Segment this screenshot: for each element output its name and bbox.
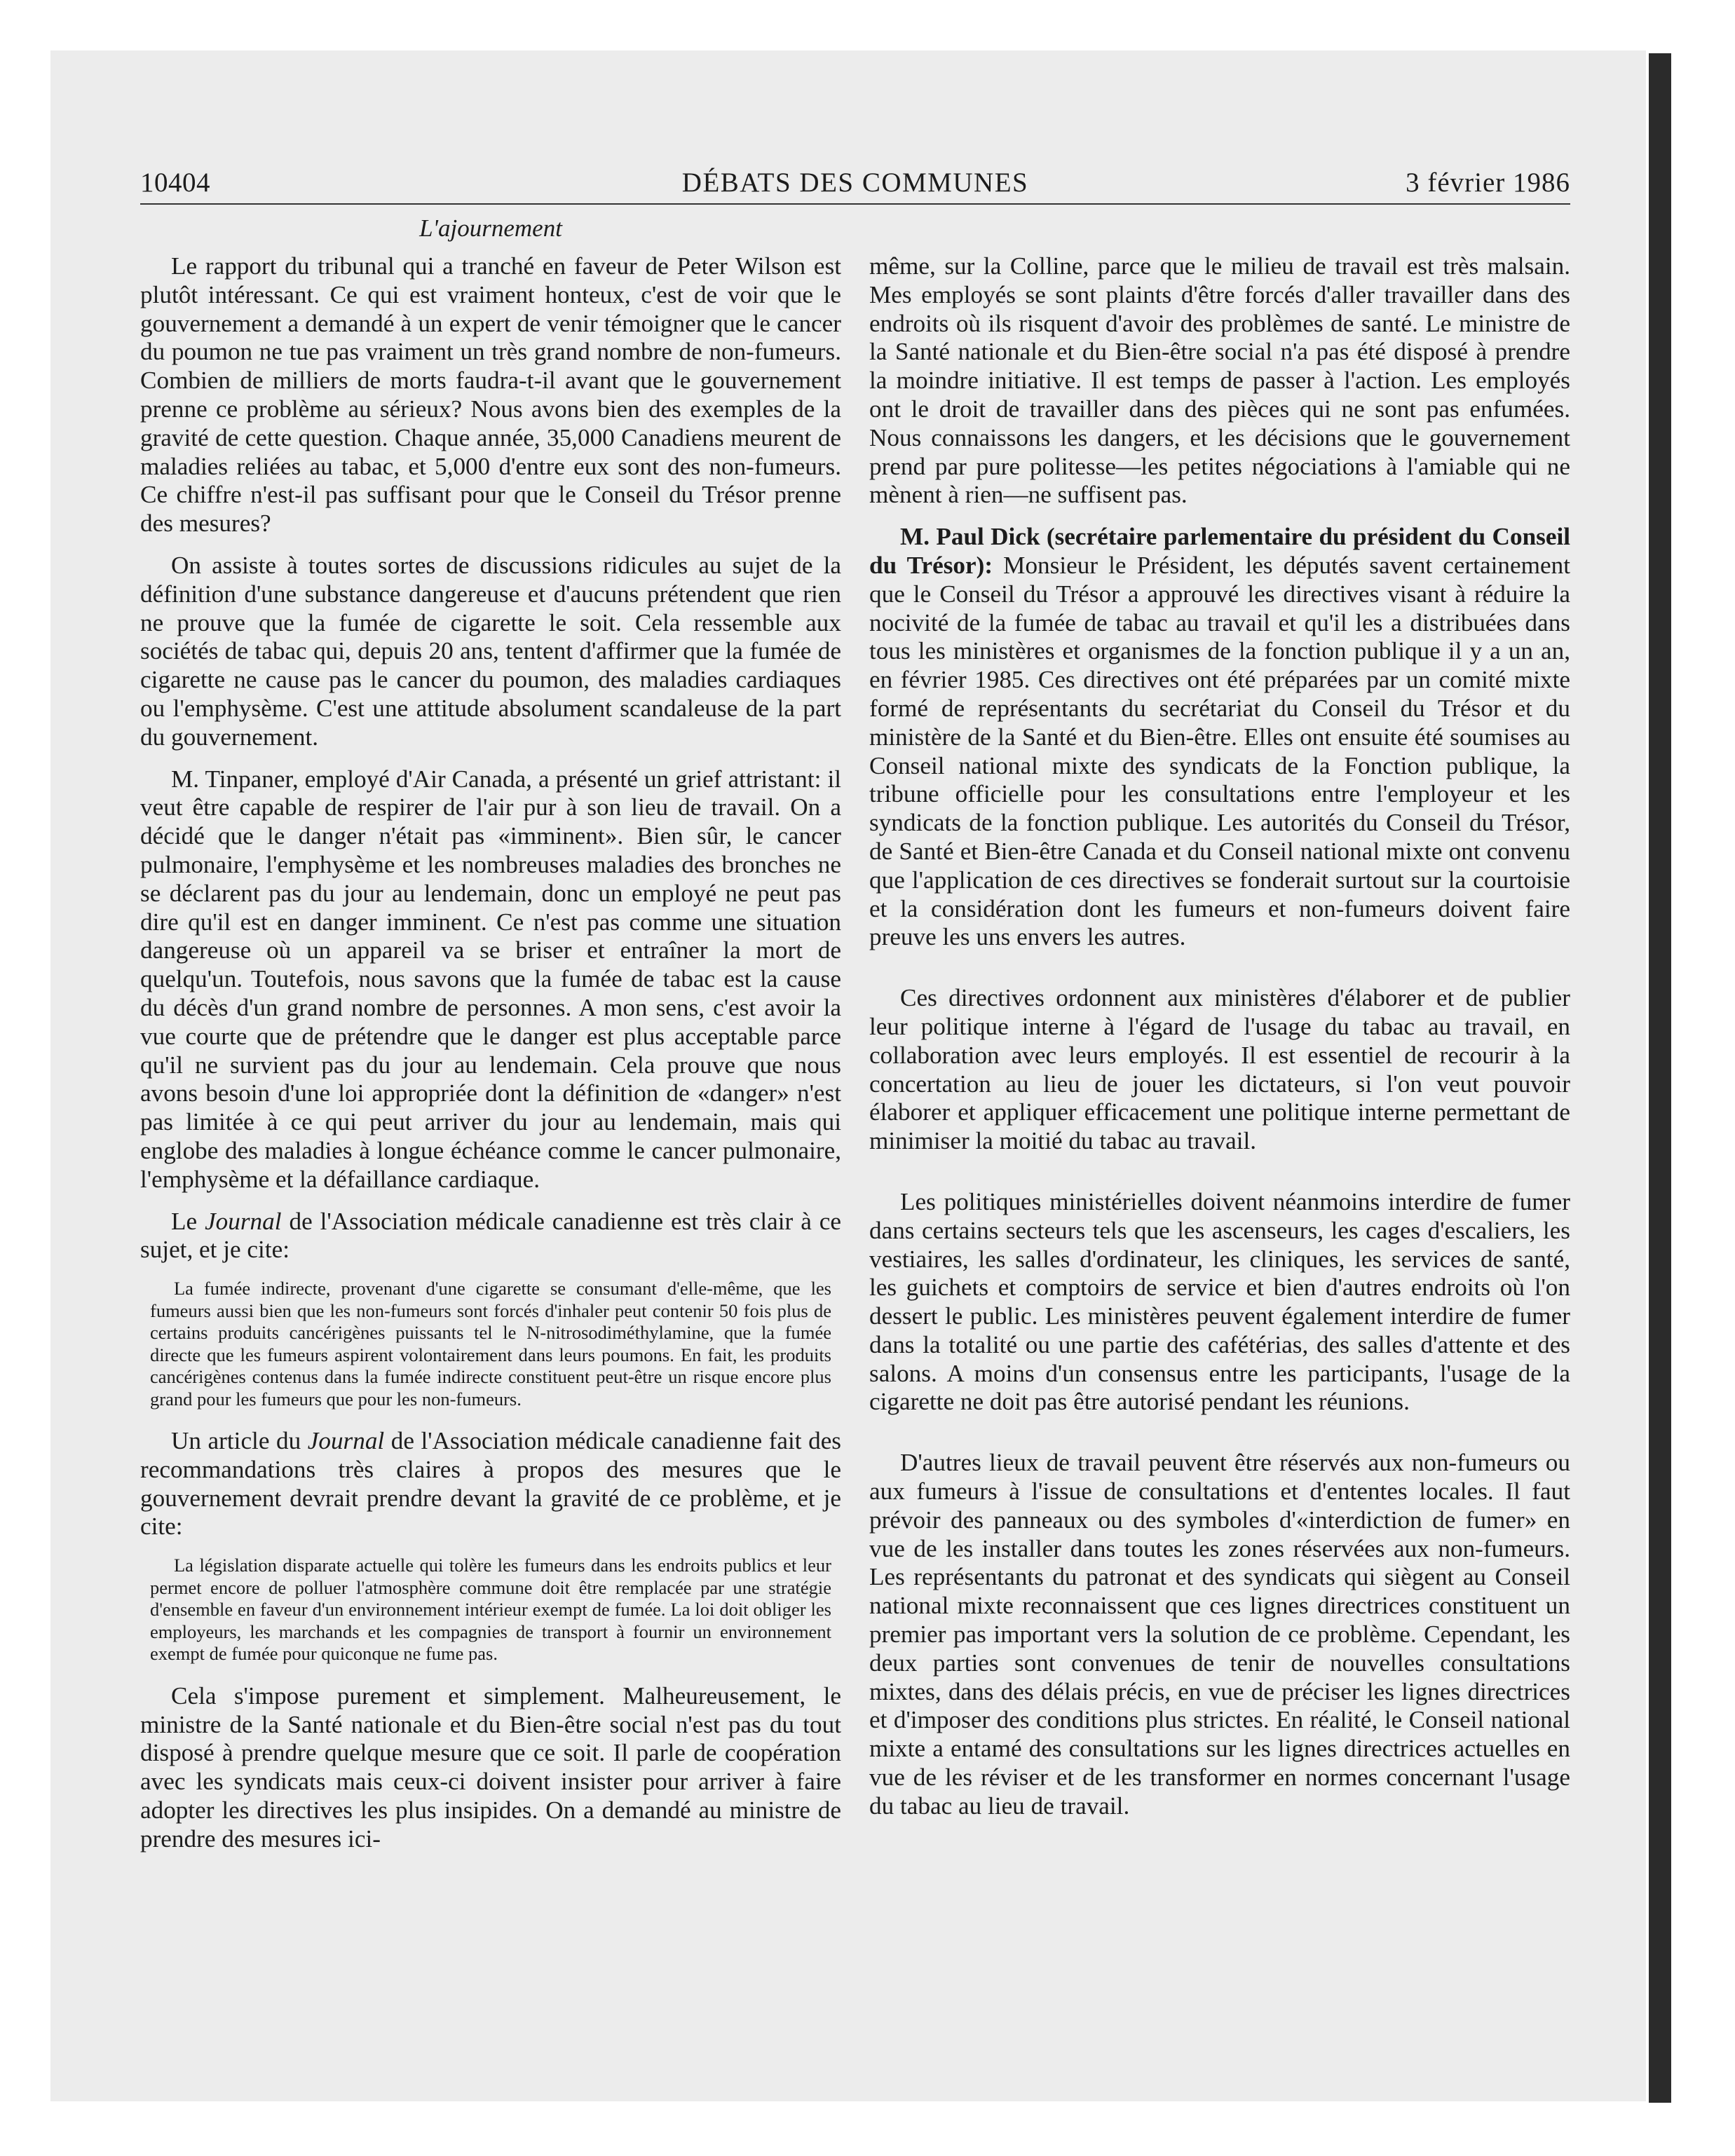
section-title: L'ajournement (419, 214, 562, 242)
speech-paragraph (869, 523, 1570, 952)
page-date: 3 février 1986 (1406, 168, 1570, 198)
paragraph (140, 1427, 841, 1541)
quote-text: La fumée indirecte, provenant d'une cigarette se consumant d'elle-même, que les fumeurs aussi bien que les non-fumeurs sont forcés d'inhaler peut contenir 50 fois plus de certains produits cancérigènes puissants tel le N-nitrosodiméthylamine, que la fumée directe que les fumeurs aspirent volontairement dans leurs poumons. En fait, les produits cancérigènes contenus dans la fumée indirecte constituent peut-être un risque encore plus grand pour les fumeurs que pour les non-fumeurs. (150, 1278, 831, 1410)
paragraph: D'autres lieux de travail peuvent être réservés aux non-fumeurs ou aux fumeurs à l'issue de consultations et d'ententes locales. Il faut prévoir des panneaux ou des symboles d'«interdiction de fumer» en vue de les installer dans toutes les zones réservées aux non-fumeurs. Les représentants du patronat et des syndicats qui siègent au Conseil national mixte reconnaissent que ces lignes directrices constituent un premier pas important vers la solution de ce problème. Cependant, les deux parties sont convenues de tenir de nouvelles consultations mixtes, dans des délais précis, en vue de préciser les lignes directrices et d'imposer des conditions plus strictes. En réalité, le Conseil national mixte a entamé des consultations sur les lignes directrices actuelles en vue de les réviser et de les transformer en normes concernant l'usage du tabac au lieu de travail. (869, 1449, 1570, 1820)
paragraph: Le rapport du tribunal qui a tranché en faveur de Peter Wilson est plutôt intéressant. Ce qui est vraiment honteux, c'est de voir que le gouvernement a demandé à un expert de venir témoigner que le cancer du poumon ne tue pas vraiment un très grand nombre de non-fumeurs. Combien de milliers de morts faudra-t-il avant que le gouvernement prenne ce problème au sérieux? Nous avons bien des exemples de la gravité de cette question. Chaque année, 35,000 Canadiens meurent de maladies reliées au tabac, et 5,000 d'entre eux sont des non-fumeurs. Ce chiffre n'est-il pas suffisant pour que le Conseil du Trésor prenne des mesures? (140, 252, 841, 538)
journal-title: DÉBATS DES COMMUNES (681, 168, 1029, 198)
speaker-name: M. Paul Dick (secrétaire parlementaire du président du Conseil du Trésor): (869, 523, 1570, 579)
scan-edge-bar (1649, 53, 1671, 2103)
right-column (869, 252, 1570, 1834)
text-run: Un article du (171, 1427, 308, 1455)
block-quote (140, 1555, 841, 1665)
paragraph: Cela s'impose purement et simplement. Malheureusement, le ministre de la Santé nationale et du Bien-être social n'est pas du tout disposé à prendre quelque mesure que ce soit. Il parle de coopération avec les syndicats mais ceux-ci doivent insister pour arriver à faire adopter les directives les plus insipides. On a demandé au ministre de prendre des mesures ici- (140, 1681, 841, 1853)
paragraph: On assiste à toutes sortes de discussions ridicules au sujet de la définition d'une substance dangereuse et d'aucuns prétendent que rien ne prouve que la fumée de cigarette le soit. Cela ressemble aux sociétés de tabac qui, depuis 20 ans, tentent d'affirmer que la fumée de cigarette ne cause pas le cancer du poumon, des maladies cardiaques ou l'emphysème. C'est une attitude absolument scandaleuse de la part du gouvernement. (140, 551, 841, 751)
text-run: de l'Association médicale canadienne fait des recommandations très claires à propos des mesures que le gouvernement devrait prendre devant la gravité de ce problème, et je cite: (140, 1427, 842, 1541)
paragraph: Ces directives ordonnent aux ministères d'élaborer et de publier leur politique interne à l'égard de l'usage du tabac au travail, en collaboration avec leurs employés. Il est essentiel de recourir à la concertation au lieu de jouer les dictateurs, si l'on veut pouvoir élaborer et appliquer efficacement une politique interne permettant de minimiser la moitié du tabac au travail. (869, 984, 1570, 1155)
text-run: Le (171, 1207, 205, 1235)
paragraph: Les politiques ministérielles doivent néanmoins interdire de fumer dans certains secteurs tels que les ascenseurs, les cages d'escaliers, les vestiaires, les salles d'ordinateur, les cliniques, les services de santé, les guichets et comptoirs de service et bien d'autres endroits où l'on dessert le public. Les ministères peuvent également interdire de fumer dans la totalité ou une partie des cafétérias, des salles d'attente et des salons. A moins d'un consensus entre les participants, l'usage de la cigarette ne doit pas être autorisé pendant les réunions. (869, 1187, 1570, 1416)
left-column (140, 252, 841, 1867)
text-run: de l'Association médicale canadienne est très clair à ce sujet, et je cite: (140, 1207, 841, 1264)
page-header (140, 167, 1570, 203)
journal-name-italic: Journal (307, 1427, 385, 1455)
block-quote (140, 1278, 841, 1410)
text-run: Monsieur le Président, les députés savent certainement que le Conseil du Trésor a approuvé les directives visant à réduire la nocivité de la fumée de tabac au travail et qu'il les a distribuées dans tous les ministères et organismes de la fonction publique il y a un an, en février 1985. Ces directives ont été préparées par un comité mixte formé de représentants du secrétariat du Conseil du Trésor et du ministère de la Santé et du Bien-être. Elles ont ensuite été soumises au Conseil national mixte des syndicats de la Fonction publique, la tribune officielle pour les consultations entre l'employeur et les syndicats de la fonction publique. Les autorités du Conseil du Trésor, de Santé et Bien-être Canada et du Conseil national mixte ont convenu que l'application de ces directives se fonderait surtout sur la courtoisie et la considération dont les fumeurs et non-fumeurs doivent faire preuve les uns envers les autres. (869, 551, 1570, 951)
journal-name-italic: Journal (205, 1207, 282, 1235)
paragraph: M. Tinpaner, employé d'Air Canada, a présenté un grief attristant: il veut être capable de respirer de l'air pur à son lieu de travail. On a décidé que le danger n'était pas «imminent». Bien sûr, le cancer pulmonaire, l'emphysème et les nombreuses maladies des bronches ne se déclarent pas du jour au lendemain, donc un employé ne peut pas dire qu'il est en danger imminent. Ce n'est pas comme une situation dangereuse où un appareil va se briser et entraîner la mort de quelqu'un. Toutefois, nous savons que la fumée de tabac est la cause du décès d'un grand nombre de personnes. A mon sens, c'est avoir la vue courte que de prétendre que le danger est plus acceptable parce qu'il ne survient pas du jour au lendemain. Cela prouve que nous avons besoin d'une loi appropriée dont la définition de «danger» n'est pas limitée à ce qui peut arriver du jour au lendemain, mais qui englobe des maladies à longue échéance comme le cancer pulmonaire, l'emphysème et la défaillance cardiaque. (140, 765, 841, 1193)
paragraph-continued: même, sur la Colline, parce que le milieu de travail est très malsain. Mes employés se sont plaints d'être forcés d'aller travailler dans des endroits où ils risquent d'avoir des problèmes de santé. Le ministre de la Santé nationale et du Bien-être social n'a pas été disposé à prendre la moindre initiative. Il est temps de passer à l'action. Les employés ont le droit de travailler dans des pièces qui ne sont pas enfumées. Nous connaissons les dangers, et les décisions que le gouvernement prend par pure politesse—les petites négociations à l'amiable qui ne mènent à rien—ne suffisent pas. (869, 252, 1570, 509)
quote-text: La législation disparate actuelle qui tolère les fumeurs dans les endroits publics et leur permet encore de polluer l'atmosphère commune doit être remplacée par une stratégie d'ensemble en faveur d'un environnement intérieur exempt de fumée. La loi doit obliger les employeurs, les marchands et les compagnies de transport à fournir un environnement exempt de fumée pour quiconque ne fume pas. (150, 1555, 831, 1665)
paragraph (140, 1208, 841, 1265)
page-number: 10404 (140, 168, 210, 198)
header-rule (140, 203, 1570, 205)
